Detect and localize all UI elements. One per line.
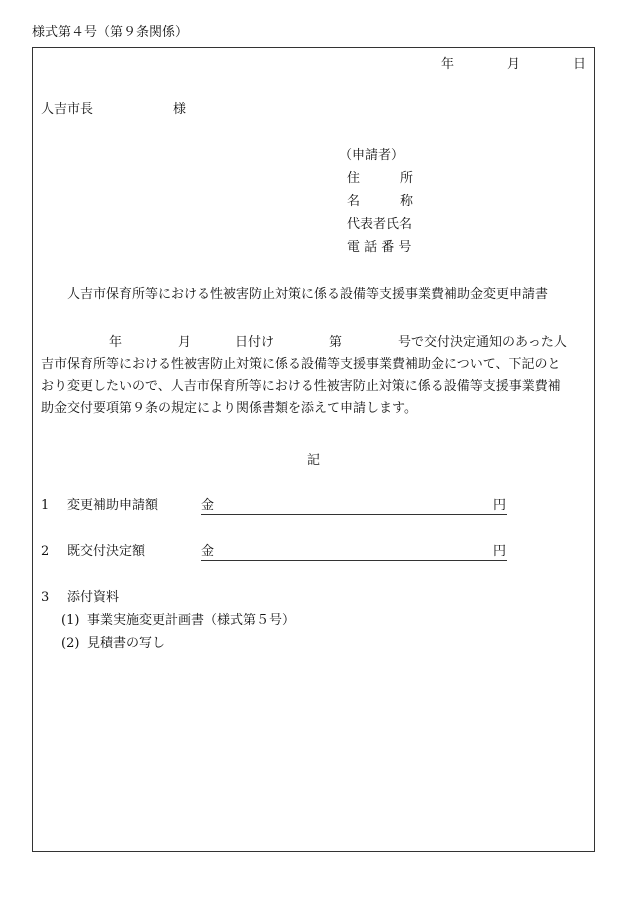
- item-suffix: 円: [493, 544, 507, 559]
- date-day-label: 日: [573, 57, 587, 72]
- item-prefix: 金: [201, 544, 215, 559]
- amount-underline: [201, 560, 507, 561]
- attachments-label: 添付資料: [67, 590, 120, 605]
- body-line2: 吉市保育所等における性被害防止対策に係る設備等支援事業費補助金について、下記のと: [41, 357, 561, 372]
- body-month: 月: [178, 335, 192, 350]
- body-dai: 第: [329, 335, 343, 350]
- addressee-name: 人吉市長: [41, 102, 94, 117]
- document-title: 人吉市保育所等における性被害防止対策に係る設備等支援事業費補助金変更申請書: [67, 287, 549, 302]
- document-frame: [32, 47, 595, 852]
- date-month-label: 月: [507, 57, 521, 72]
- body-line3: おり変更したいので、人吉市保育所等における性被害防止対策に係る設備等支援事業費補: [41, 379, 561, 394]
- form-id: 様式第４号（第９条関係）: [32, 25, 189, 40]
- attachments-number: 3: [41, 590, 50, 605]
- item-label-change-amount: 変更補助申請額: [67, 498, 159, 513]
- item-prefix: 金: [201, 498, 215, 513]
- attachment-number: (1): [61, 613, 80, 628]
- applicant-title: （申請者）: [339, 148, 405, 163]
- body-line1-rest: 号で交付決定通知のあった人: [398, 335, 567, 350]
- body-year: 年: [109, 335, 123, 350]
- applicant-phone-label: 電 話 番 号: [347, 240, 412, 255]
- applicant-name-label-b: 称: [400, 194, 414, 209]
- ki-heading: 記: [307, 453, 321, 468]
- applicant-name-label-a: 名: [347, 194, 361, 209]
- applicant-representative-label: 代表者氏名: [347, 217, 413, 232]
- item-number: 2: [41, 544, 50, 559]
- body-dated: 日付け: [235, 335, 275, 350]
- applicant-address-label-b: 所: [400, 171, 414, 186]
- item-number: 1: [41, 498, 50, 513]
- item-suffix: 円: [493, 498, 507, 513]
- date-year-label: 年: [441, 57, 455, 72]
- applicant-address-label-a: 住: [347, 171, 361, 186]
- amount-underline: [201, 514, 507, 515]
- body-line4: 助金交付要項第９条の規定により関係書類を添えて申請します。: [41, 401, 417, 416]
- item-label-existing-amount: 既交付決定額: [67, 544, 146, 559]
- attachment-number: (2): [61, 636, 80, 651]
- addressee-honorific: 様: [173, 102, 187, 117]
- attachment-item: 事業実施変更計画書（様式第５号）: [87, 613, 296, 628]
- attachment-item: 見積書の写し: [87, 636, 166, 651]
